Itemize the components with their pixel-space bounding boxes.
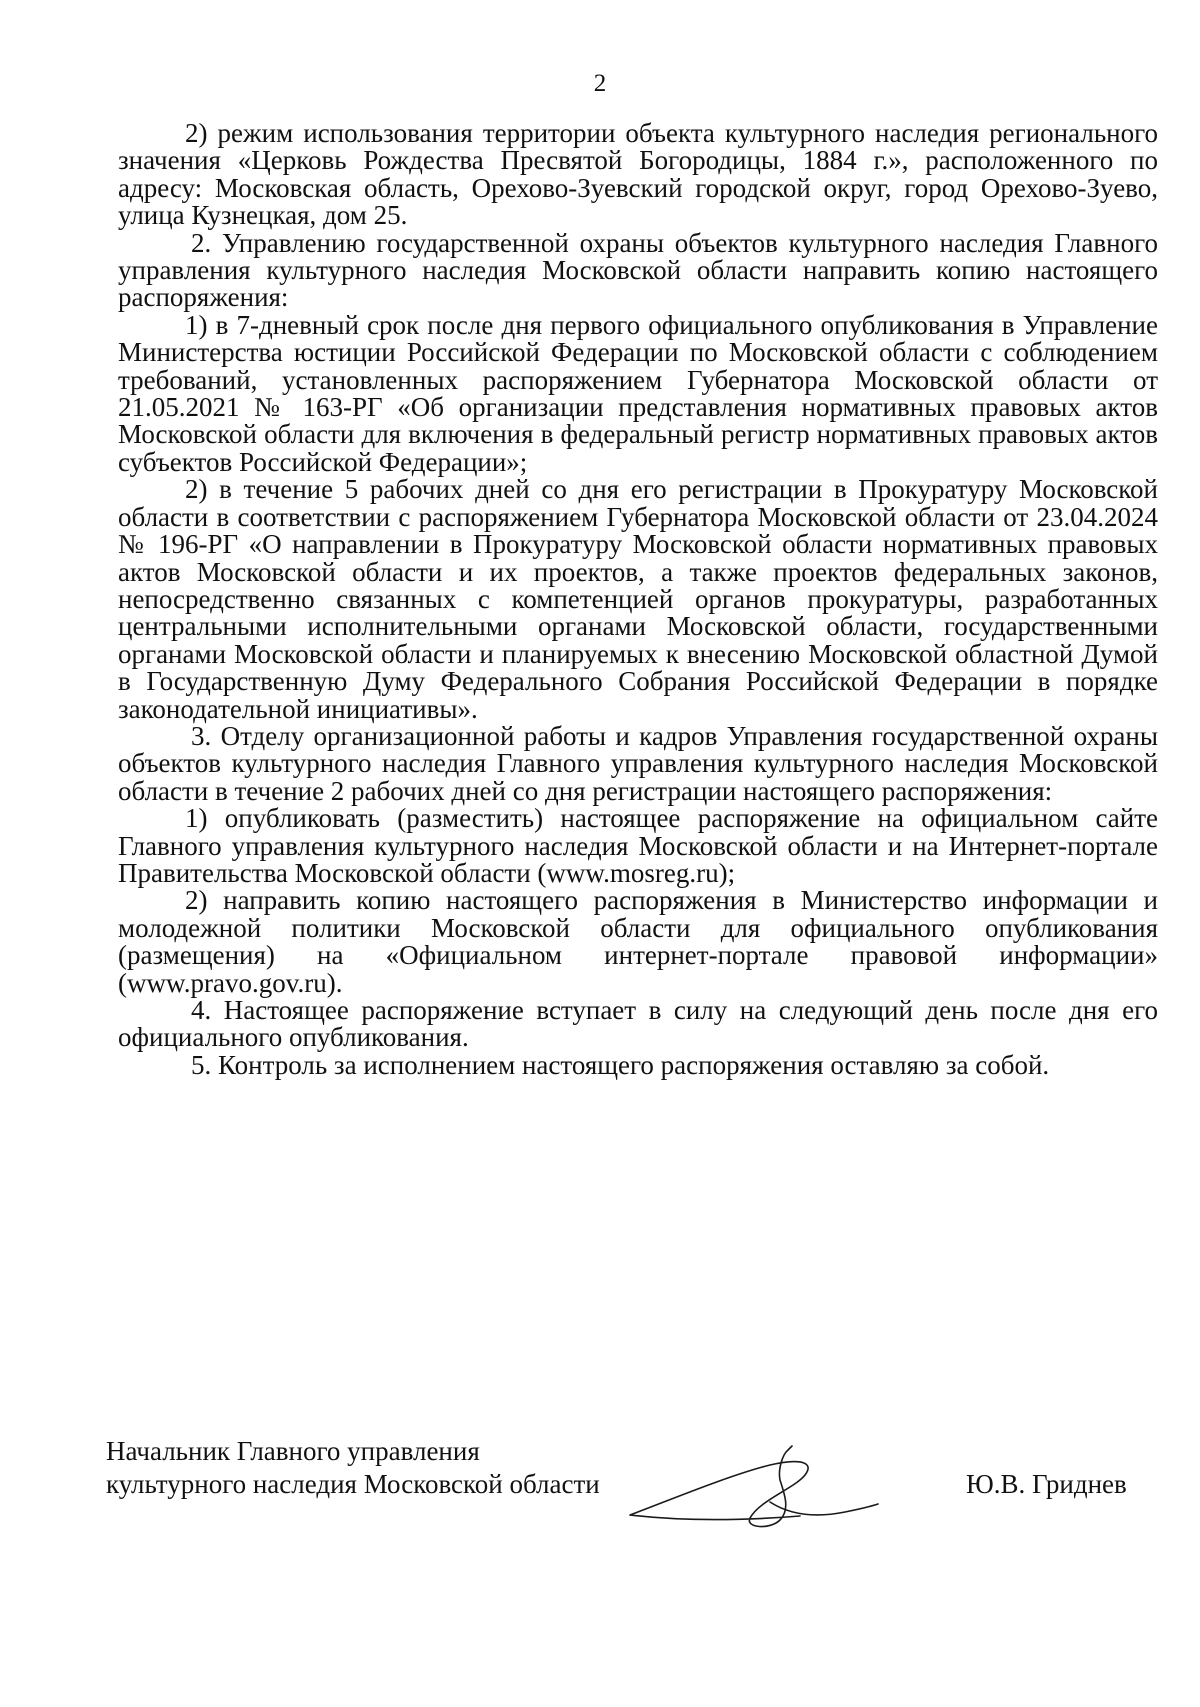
paragraph-item-3-1: 1) опубликовать (разместить) настоящее распоряжение на официальном сайте Главного управления культурного наследия Московской области и на Интернет-портале Правительства Московской области (www.mosreg.ru); — [118, 803, 1158, 888]
paragraph-item-2-2: 2) в течение 5 рабочих дней со дня его регистрации в Прокуратуру Московской области в соответствии с распоряжением Губернатора Московской области от 23.04.2024 № 196-РГ «О направлении в Прокуратуру Московской области нормативных правовых актов Московской области и их проектов, а также проектов федеральных законов, непосредственно связанных с компетенцией органов прокуратуры, разработанных центральными исполнительными органами Московской области, государственными органами Московской области и планируемых к внесению Московской областной Думой в Государственную Думу Федерального Собрания Российской Федерации в порядке законодательной инициативы». — [118, 474, 1158, 724]
signatory-title — [106, 1435, 600, 1501]
signatory-title-line-2: культурного наследия Московской области — [106, 1469, 600, 1499]
paragraph-section-3: 3. Отделу организационной работы и кадров Управления государственной охраны объектов культурного наследия Главного управления культурного наследия Московской области в течение 2 рабочих дней со дня регистрации настоящего распоряжения: — [118, 720, 1158, 806]
document-body — [118, 120, 1158, 1079]
signatory-name: Ю.В. Гриднев — [966, 1469, 1127, 1499]
signatory-title-line-1: Начальник Главного управления — [106, 1436, 480, 1466]
paragraph-item-3-2: 2) направить копию настоящего распоряжения в Министерство информации и молодежной политики Московской области для официального опубликования (размещения) на «Официальном интернет-портале правовой информации» (www.pravo.gov.ru). — [118, 885, 1158, 998]
signature-block — [0, 1420, 1200, 1540]
paragraph-section-4: 4. Настоящее распоряжение вступает в силу на следующий день после дня его официального опубликования. — [118, 995, 1158, 1053]
handwritten-signature-icon — [610, 1420, 890, 1540]
paragraph-section-2: 2. Управлению государственной охраны объектов культурного наследия Главного управления культурного наследия Московской области направить копию настоящего распоряжения: — [118, 227, 1158, 313]
paragraph-section-5: 5. Контроль за исполнением настоящего распоряжения оставляю за собой. — [191, 1049, 1050, 1080]
page-number: 2 — [593, 70, 607, 97]
paragraph-item-2-1: 1) в 7-дневный срок после дня первого официального опубликования в Управление Министерства юстиции Российской Федерации по Московской области с соблюдением требований, установленных распоряжением Губернатора Московской области от 21.05.2021 № 163-РГ «Об организации представления нормативных правовых актов Московской области для включения в федеральный регистр нормативных правовых актов субъектов Российской Федерации»; — [118, 309, 1158, 477]
paragraph-item-1: 2) режим использования территории объекта культурного наследия регионального значения «Церковь Рождества Пресвятой Богородицы, 1884 г.», расположенного по адресу: Московская область, Орехово-Зуевский городской округ, город Орехово-Зуево, улица Кузнецкая, дом 25. — [118, 118, 1158, 231]
